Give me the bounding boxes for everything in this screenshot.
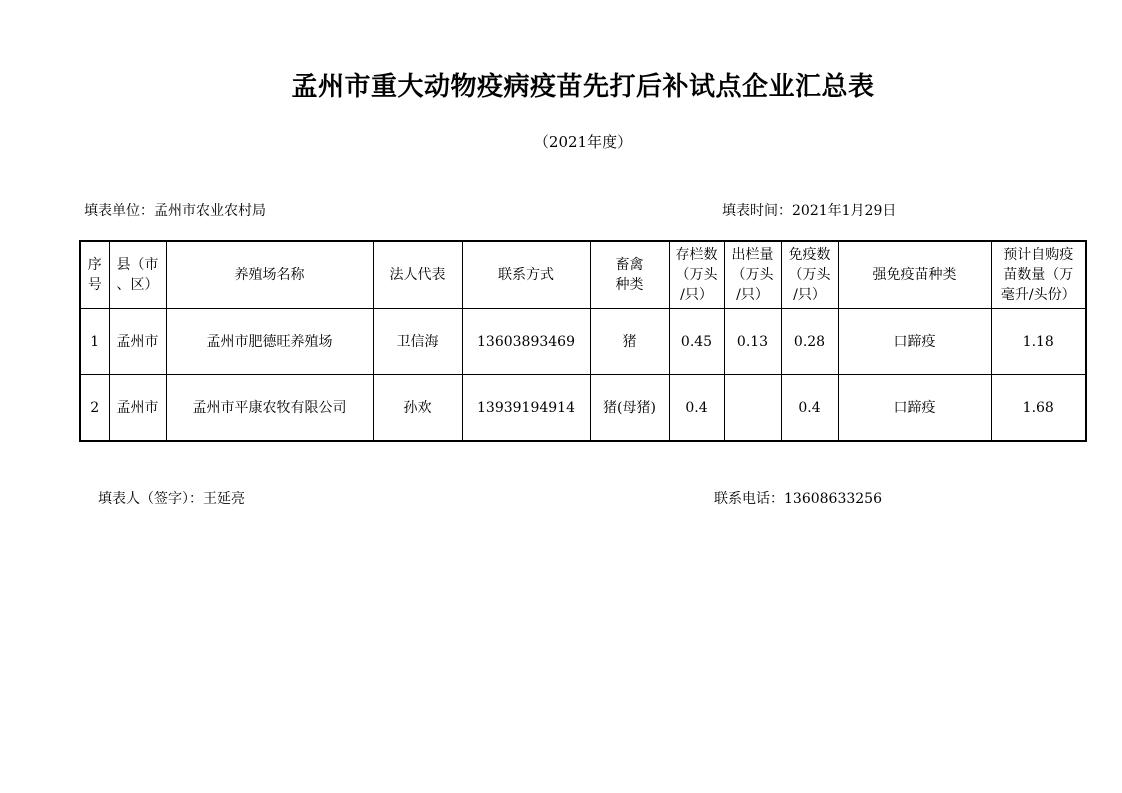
- cell-vaccine-type: 口蹄疫: [838, 375, 991, 442]
- header-legal-rep: 法人代表: [373, 241, 462, 309]
- document-title: 孟州市重大动物疫病疫苗先打后补试点企业汇总表: [291, 72, 875, 102]
- cell-livestock: 猪: [590, 309, 669, 375]
- cell-legal-rep: 卫信海: [373, 309, 462, 375]
- cell-legal-rep: 孙欢: [373, 375, 462, 442]
- cell-county: 孟州市: [109, 375, 166, 442]
- cell-immunized: 0.28: [781, 309, 838, 375]
- cell-stock: 0.4: [669, 375, 724, 442]
- cell-vaccine-qty: 1.18: [991, 309, 1086, 375]
- cell-outflow: 0.13: [724, 309, 781, 375]
- filler-signature: 填表人（签字）：王延亮: [98, 491, 245, 507]
- cell-county: 孟州市: [109, 309, 166, 375]
- cell-immunized: 0.4: [781, 375, 838, 442]
- cell-seq: 1: [80, 309, 109, 375]
- header-contact: 联系方式: [462, 241, 590, 309]
- table-header-row: [80, 241, 1086, 309]
- header-vaccine-qty: 预计自购疫 苗数量（万 毫升/头份）: [991, 241, 1086, 309]
- header-livestock: 畜禽 种类: [590, 241, 669, 309]
- cell-vaccine-qty: 1.68: [991, 375, 1086, 442]
- document-subtitle: （2021年度）: [533, 133, 633, 151]
- summary-table: [79, 240, 1087, 442]
- cell-livestock: 猪(母猪): [590, 375, 669, 442]
- cell-contact: 13603893469: [462, 309, 590, 375]
- cell-farm-name: 孟州市肥德旺养殖场: [166, 309, 373, 375]
- cell-outflow: [724, 375, 781, 442]
- cell-farm-name: 孟州市平康农牧有限公司: [166, 375, 373, 442]
- header-seq: 序 号: [80, 241, 109, 309]
- header-farm-name: 养殖场名称: [166, 241, 373, 309]
- header-stock: 存栏数 （万头 /只）: [669, 241, 724, 309]
- header-vaccine-type: 强免疫苗种类: [838, 241, 991, 309]
- header-immunized: 免疫数 （万头 /只）: [781, 241, 838, 309]
- fill-time: 填表时间：2021年1月29日: [722, 203, 897, 219]
- table-row: [80, 375, 1086, 442]
- cell-seq: 2: [80, 375, 109, 442]
- header-county: 县（市 、区）: [109, 241, 166, 309]
- cell-stock: 0.45: [669, 309, 724, 375]
- fill-unit: 填表单位：孟州市农业农村局: [84, 203, 266, 219]
- cell-contact: 13939194914: [462, 375, 590, 442]
- header-outflow: 出栏量 （万头 /只）: [724, 241, 781, 309]
- cell-vaccine-type: 口蹄疫: [838, 309, 991, 375]
- table-row: [80, 309, 1086, 375]
- contact-phone: 联系电话：13608633256: [714, 491, 882, 507]
